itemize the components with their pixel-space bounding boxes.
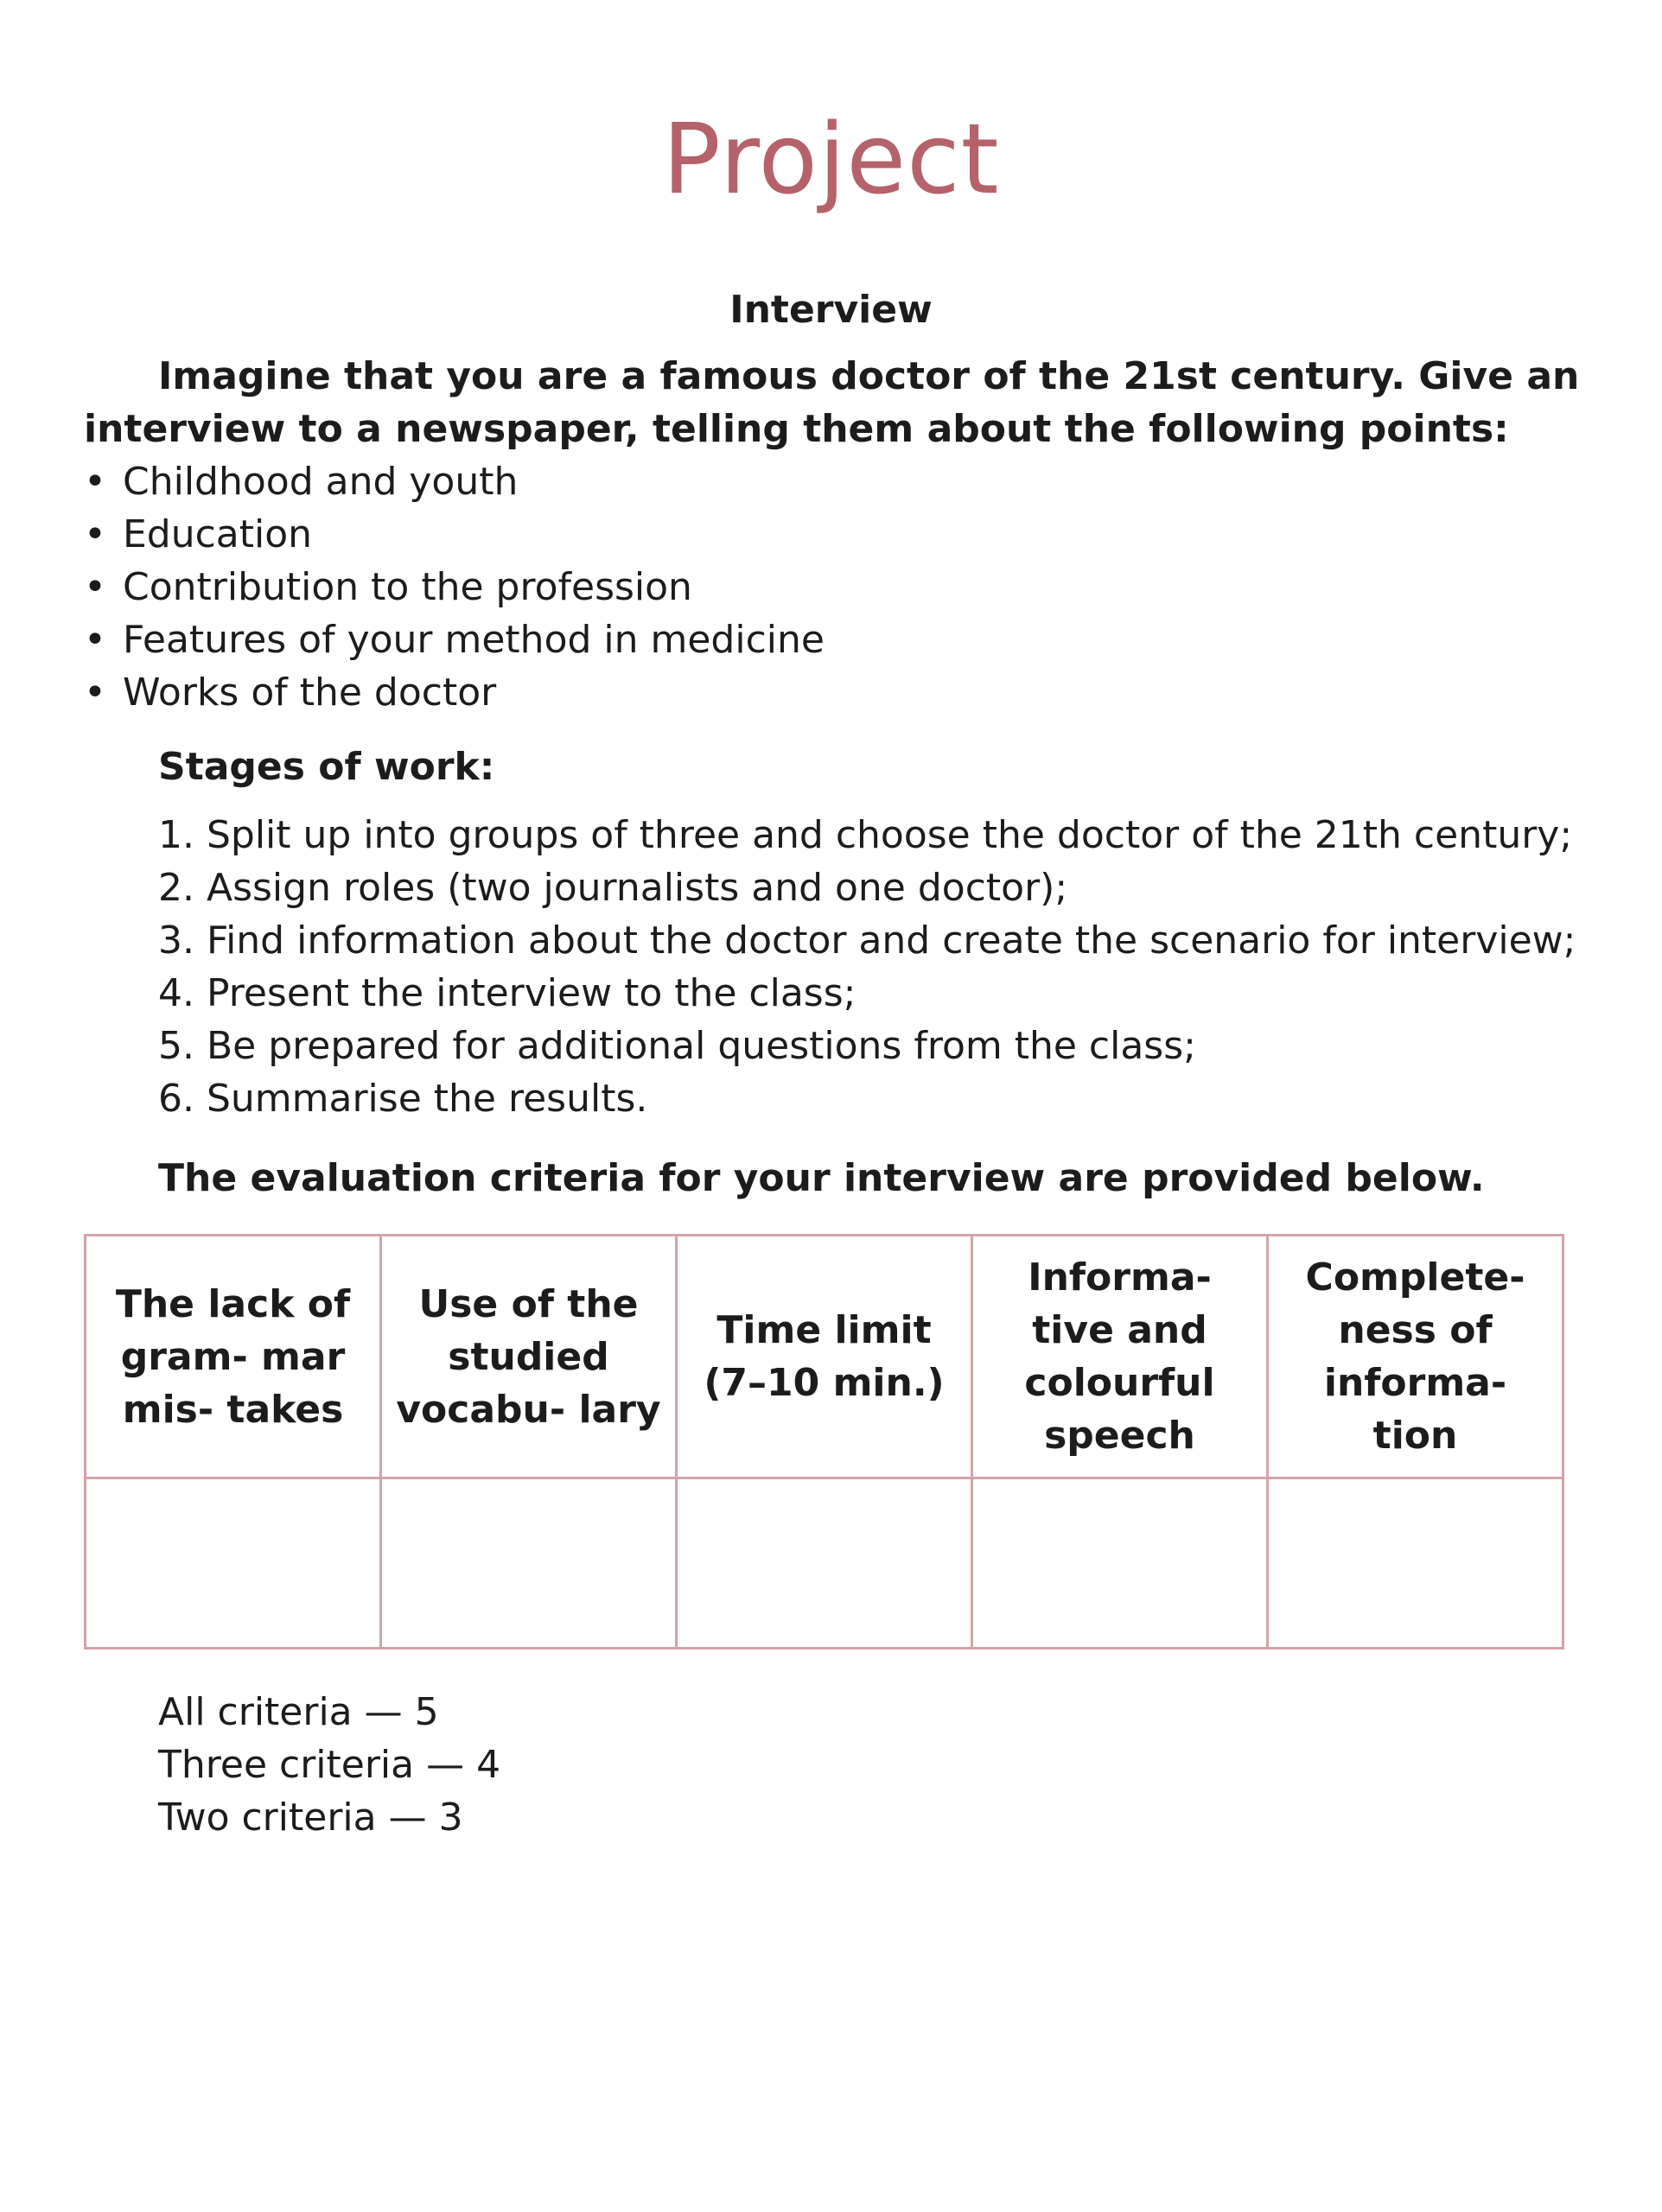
list-item: 3. Find information about the doctor and create the scenario for interview; [158,918,1576,963]
table-row [86,1478,1563,1649]
list-item: 5. Be prepared for additional questions from the class; [158,1024,1196,1068]
list-item: 6. Summarise the results. [158,1077,648,1121]
list-item: • Childhood and youth [84,455,825,508]
table-header-cell: Time limit (7–10 min.) [677,1236,972,1478]
list-item: 1. Split up into groups of three and choose the doctor of the 21th century; [158,813,1573,857]
evaluation-table [84,1234,1564,1649]
table-header-row [86,1236,1563,1478]
table-header-cell: Complete- ness of informa- tion [1268,1236,1563,1478]
table-cell [677,1478,972,1649]
list-item: • Features of your method in medicine [84,613,825,666]
table-header-cell: The lack of gram- mar mis- takes [86,1236,381,1478]
table-cell [972,1478,1268,1649]
list-item: 4. Present the interview to the class; [158,971,856,1015]
list-item: Three criteria — 4 [158,1743,501,1787]
table-header-cell: Use of the studied vocabu- lary [381,1236,677,1478]
intro-text: Imagine that you are a famous doctor of the 21st century. Give an interview to a newspaper, telling them about the following points: [84,354,1580,451]
list-item: • Works of the doctor [84,666,825,719]
grades-list [158,1686,500,1844]
table-cell [86,1478,381,1649]
intro-paragraph [84,350,1588,455]
page-title: Project [662,104,1000,216]
list-item: • Education [84,508,825,561]
stages-list [158,809,1576,1125]
table-cell [381,1478,677,1649]
section-subtitle: Interview [729,288,933,332]
table-cell [1268,1478,1563,1649]
stages-heading: Stages of work: [158,745,495,789]
criteria-intro: The evaluation criteria for your interview are provided below. [158,1156,1485,1200]
list-item: All criteria — 5 [158,1690,439,1734]
points-list [84,455,825,719]
list-item: Two criteria — 3 [158,1796,463,1840]
table-header-cell: Informa- tive and colourful speech [972,1236,1268,1478]
list-item: • Contribution to the profession [84,561,825,613]
list-item: 2. Assign roles (two journalists and one doctor); [158,866,1068,910]
